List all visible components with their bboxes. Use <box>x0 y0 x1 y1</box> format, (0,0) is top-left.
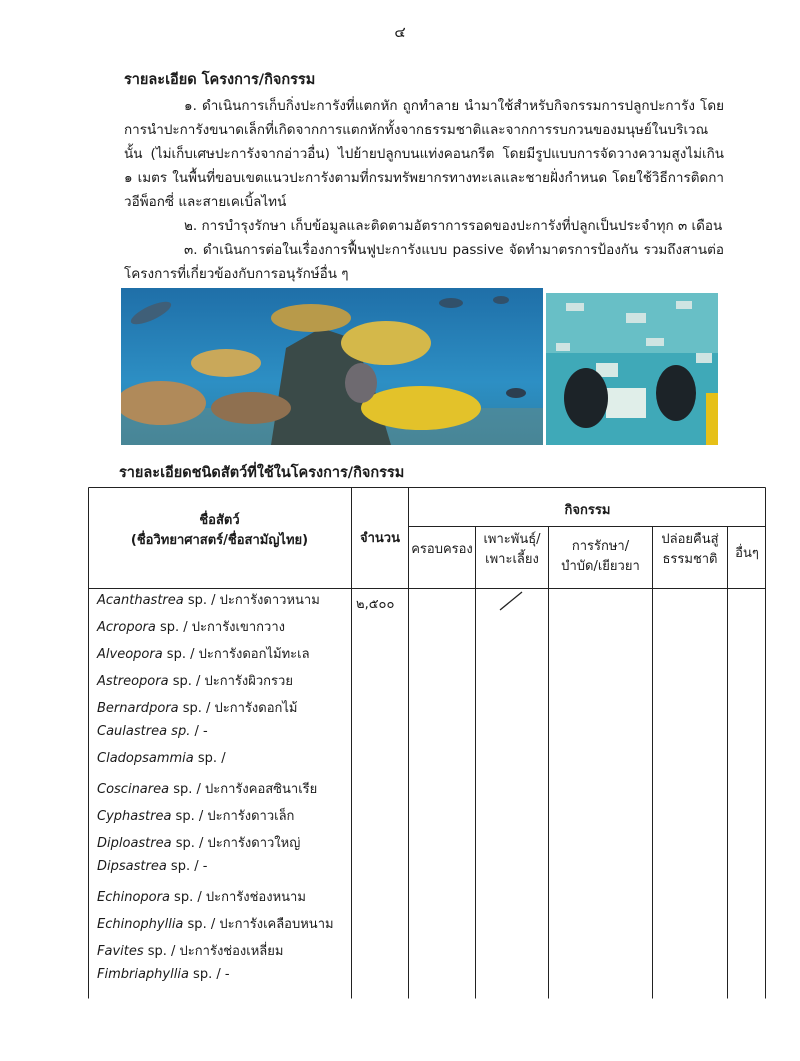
species-table <box>88 487 766 999</box>
species-row: Favites sp. / ปะการังช่องเหลี่ยม <box>97 944 284 959</box>
species-row: Echinopora sp. / ปะการังช่องหนาม <box>97 890 306 905</box>
table-title: รายละเอียดชนิดสัตว์ที่ใช้ในโครงการ/กิจกรรม <box>119 465 405 481</box>
species-row: Cladopsammia sp. / <box>97 751 226 766</box>
col-activity-header: กิจกรรม <box>564 503 611 518</box>
quantity-value: ๒,๕๐๐ <box>356 597 395 612</box>
species-row: Alveopora sp. / ปะการังดอกไม้ทะเล <box>97 647 310 662</box>
col-treat-header: การรักษา/ บำบัด/เยียวยา <box>561 539 640 574</box>
col-release-header: ปล่อยคืนสู่ ธรรมชาติ <box>661 532 719 567</box>
species-row: Acropora sp. / ปะการังเขากวาง <box>97 620 285 635</box>
paragraph-2: ๒. การบำรุงรักษา เก็บข้อมูลและติดตามอัตราการรอดของปะการังที่ปลูกเป็นประจำทุก ๓ เดือน <box>184 218 723 234</box>
species-row: Acanthastrea sp. / ปะการังดาวหนาม <box>97 593 320 608</box>
species-row: Bernardpora sp. / ปะการังดอกไม้ <box>97 701 298 716</box>
coral-reef-photo <box>121 288 543 445</box>
species-row: Coscinarea sp. / ปะการังคอสซินาเรีย <box>97 782 318 797</box>
col-qty-header: จำนวน <box>360 531 400 546</box>
species-row: Caulastrea sp. / - <box>97 724 208 739</box>
species-row: Diploastrea sp. / ปะการังดาวใหญ่ <box>97 836 301 851</box>
species-row: Fimbriaphyllia sp. / - <box>97 967 230 982</box>
species-row: Dipsastrea sp. / - <box>97 859 208 874</box>
species-row: Astreopora sp. / ปะการังผิวกรวย <box>97 674 293 689</box>
col-other-header: อื่นๆ <box>735 546 759 561</box>
species-row: Cyphastrea sp. / ปะการังดาวเล็ก <box>97 809 295 824</box>
paragraph-1: ๑. ดำเนินการเก็บกิ่งปะการังที่แตกหัก ถูกทำลาย นำมาใช้สำหรับกิจกรรมการปลูกปะการัง โดยการนำปะการังขนาดเล็กที่เกิดจากการแตกหักทั้งจากธรรมชาติและจากการรบกวนของมนุษย์ในบริเวณนั้น (ไม่เก็บเศษปะการังจากอ่าวอื่น) ไปย้ายปลูกบนแท่งคอนกรีต โดยมีรูปแบบการจัดวางความสูงไม่เกิน ๑ เมตร ในพื้นที่ขอบเขตแนวปะการังตามที่กรมทรัพยากรทางทะเลและชายฝั่งกำหนด โดยใช้วิธีการติดกาวอีพ็อกซี่ และสายเคเบิ้ลไทน์ <box>124 98 724 210</box>
paragraph-3: ๓. ดำเนินการต่อในเรื่องการฟื้นฟูปะการังแบบ passive จัดทำมาตรการป้องกัน รวมถึงสานต่อโครงการที่เกี่ยวข้องกับการอนุรักษ์อื่น ๆ <box>124 242 724 282</box>
col-possess-header: ครอบครอง <box>411 542 473 557</box>
species-row: Echinophyllia sp. / ปะการังเคลือบหนาม <box>97 917 334 932</box>
page-number: ๔ <box>394 23 406 41</box>
col-breed-header: เพาะพันธุ์/ เพาะเลี้ยง <box>483 532 541 567</box>
divers-photo <box>546 293 718 445</box>
col-name-header: ชื่อสัตว์ (ชื่อวิทยาศาสตร์/ชื่อสามัญไทย) <box>130 513 309 548</box>
section-title: รายละเอียด โครงการ/กิจกรรม <box>124 72 316 88</box>
